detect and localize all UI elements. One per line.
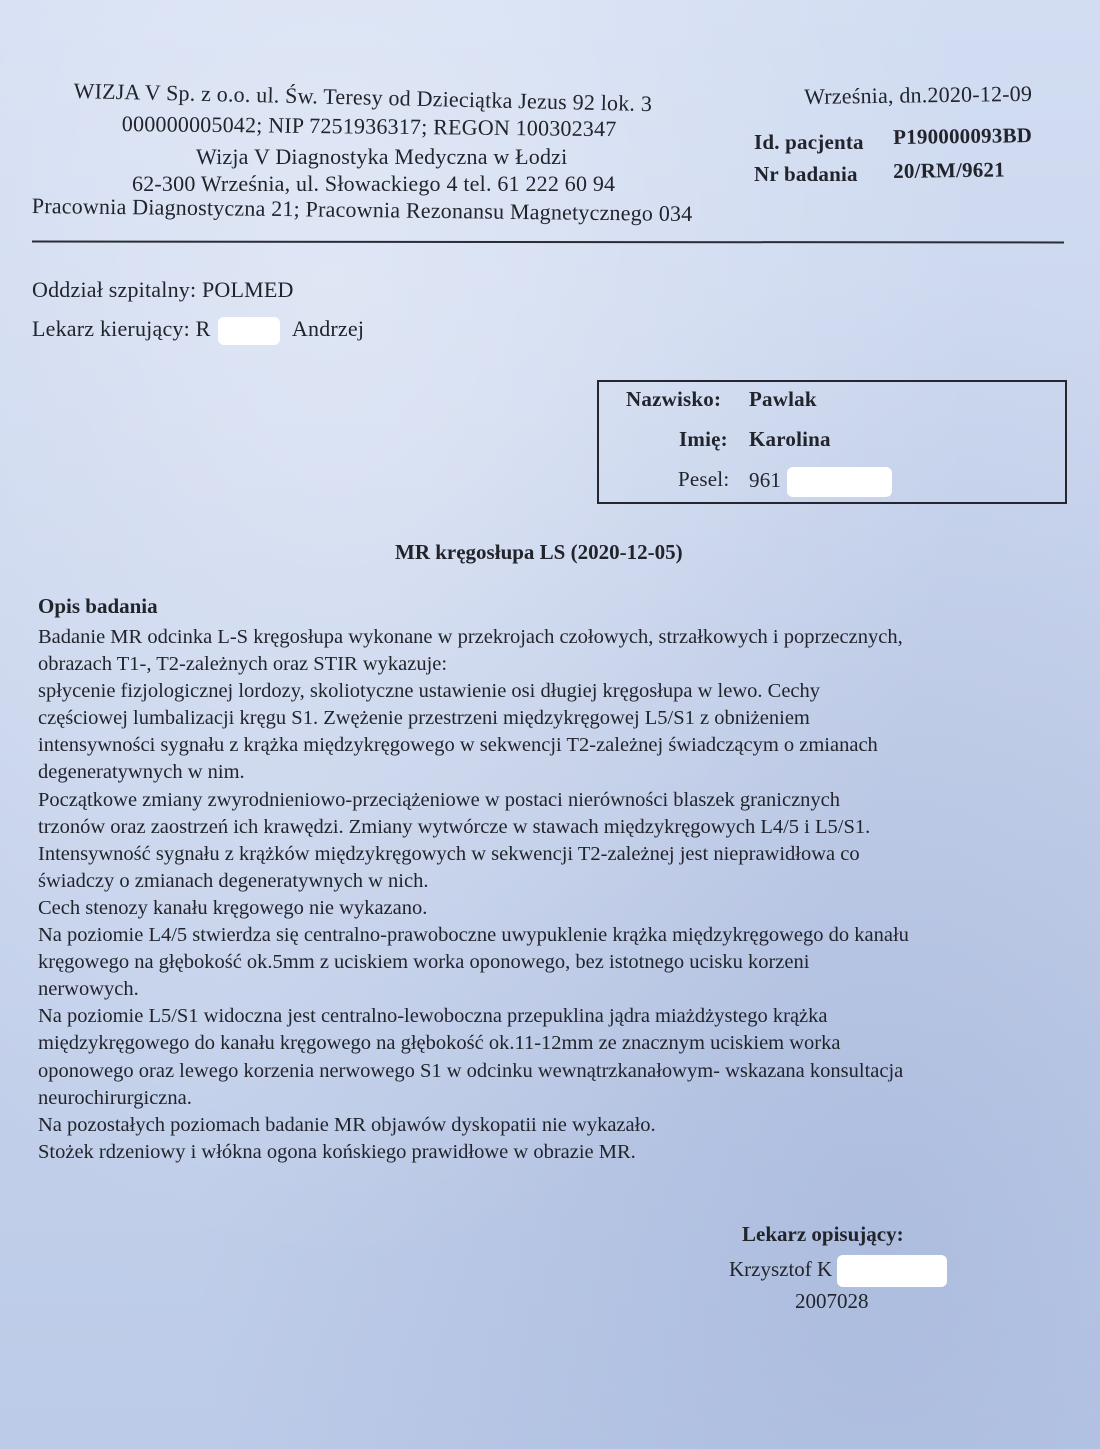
company-line-1: WIZJA V Sp. z o.o. ul. Św. Teresy od Dzieciątka Jezus 92 lok. 3 <box>73 78 653 117</box>
pesel-row <box>749 467 892 497</box>
description-line: obrazach T1-, T2-zależnych oraz STIR wykazuje: <box>38 653 448 676</box>
description-line: oponowego oraz lewego korzenia nerwowego S1 w odcinku wewnątrzkanałowym- wskazana konsultacja <box>38 1059 904 1082</box>
description-line: Cech stenozy kanału kręgowego nie wykazano. <box>38 896 428 919</box>
company-line-4: 62-300 Września, ul. Słowackiego 4 tel. 61 222 60 94 <box>132 171 616 196</box>
surname-label: Nazwisko: <box>626 387 722 411</box>
signature-doctor-id: 2007028 <box>795 1289 869 1313</box>
first-name-value: Karolina <box>749 427 831 451</box>
description-line: Początkowe zmiany zwyrodnieniowo-przeciążeniowe w postaci nierówności blaszek granicznych <box>38 788 841 811</box>
description-line: spłycenie fizjologicznej lordozy, skoliotyczne ustawienie osi długiej kręgosłupa w lewo. Cechy <box>38 680 821 703</box>
description-line: Na pozostałych poziomach badanie MR objawów dyskopatii nie wykazało. <box>38 1113 656 1136</box>
description-line: Badanie MR odcinka L-S kręgosłupa wykonane w przekrojach czołowych, strzałkowych i poprzecznych, <box>38 626 903 648</box>
description-line: degeneratywnych w nim. <box>38 761 245 784</box>
description-line: kręgowego na głębokość ok.5mm z uciskiem worka oponowego, bez istotnego ucisku korzeni <box>38 951 810 974</box>
referring-doctor-row <box>32 316 364 345</box>
referring-doctor-first-name: Andrzej <box>291 316 365 341</box>
description-line: Intensywność sygnału z krążków międzykręgowych w sekwencji T2-zależnej jest nieprawidłowa co <box>38 842 860 865</box>
surname-value: Pawlak <box>749 387 817 411</box>
description-line: międzykręgowego do kanału kręgowego na głębokość ok.11-12mm ze znacznym uciskiem worka <box>38 1032 841 1055</box>
signature-name-row <box>729 1255 947 1287</box>
description-line: Stożek rdzeniowy i włókna ogona końskiego prawidłowe w obrazie MR. <box>38 1140 636 1163</box>
redaction-mark <box>787 467 892 497</box>
exam-number-value: 20/RM/9621 <box>893 157 1005 183</box>
patient-id-value: P190000093BD <box>893 123 1033 149</box>
ward-value: POLMED <box>202 277 294 302</box>
description-body <box>38 624 1088 1166</box>
redaction-mark <box>837 1255 947 1287</box>
patient-id-label: Id. pacjenta <box>754 130 864 154</box>
pesel-value: 961 <box>749 467 782 492</box>
description-heading: Opis badania <box>38 594 158 618</box>
signature-label: Lekarz opisujący: <box>742 1222 904 1246</box>
description-line: świadczy o zmianach degeneratywnych w nich. <box>38 869 429 892</box>
first-name-label: Imię: <box>679 427 728 451</box>
description-line: trzonów oraz zaostrzeń ich krawędzi. Zmiany wytwórcze w stawach międzykręgowych L4/5 i L5/S1. <box>38 815 871 838</box>
header-divider <box>32 241 1064 244</box>
signature-doctor-initial: Krzysztof K <box>729 1256 833 1281</box>
referring-doctor-initial: R <box>195 316 211 341</box>
description-line: Na poziomie L4/5 stwierdza się centralno-prawoboczne uwypuklenie krążka międzykręgowego do kanału <box>38 924 909 947</box>
patient-info-box <box>597 380 1067 504</box>
ward-label: Oddział szpitalny: <box>32 277 197 302</box>
description-line: Na poziomie L5/S1 widoczna jest centralno-lewoboczna przepuklina jądra miażdżystego krążka <box>38 1005 828 1028</box>
company-line-3: Wizja V Diagnostyka Medyczna w Łodzi <box>196 144 568 169</box>
company-line-2: 000000005042; NIP 7251936317; REGON 100302347 <box>121 111 617 142</box>
description-line: nerwowych. <box>38 978 139 1001</box>
description-line: neurochirurgiczna. <box>38 1086 192 1109</box>
exam-title: MR kręgosłupa LS (2020-12-05) <box>395 540 683 564</box>
description-line: częściowej lumbalizacji kręgu S1. Zwężenie przestrzeni międzykręgowej L5/S1 z obniżeniem <box>38 707 810 730</box>
description-line: intensywności sygnału z krążka międzykręgowego w sekwencji T2-zależnej świadczącym o zmianach <box>38 734 878 757</box>
pesel-label: Pesel: <box>678 467 730 491</box>
company-line-5: Pracownia Diagnostyczna 21; Pracownia Rezonansu Magnetycznego 034 <box>31 193 693 227</box>
redaction-mark <box>218 317 280 345</box>
place-date: Września, dn.2020-12-09 <box>804 80 1033 109</box>
ward-row <box>32 277 294 303</box>
exam-number-label: Nr badania <box>754 162 858 186</box>
referring-doctor-label: Lekarz kierujący: <box>32 316 190 341</box>
